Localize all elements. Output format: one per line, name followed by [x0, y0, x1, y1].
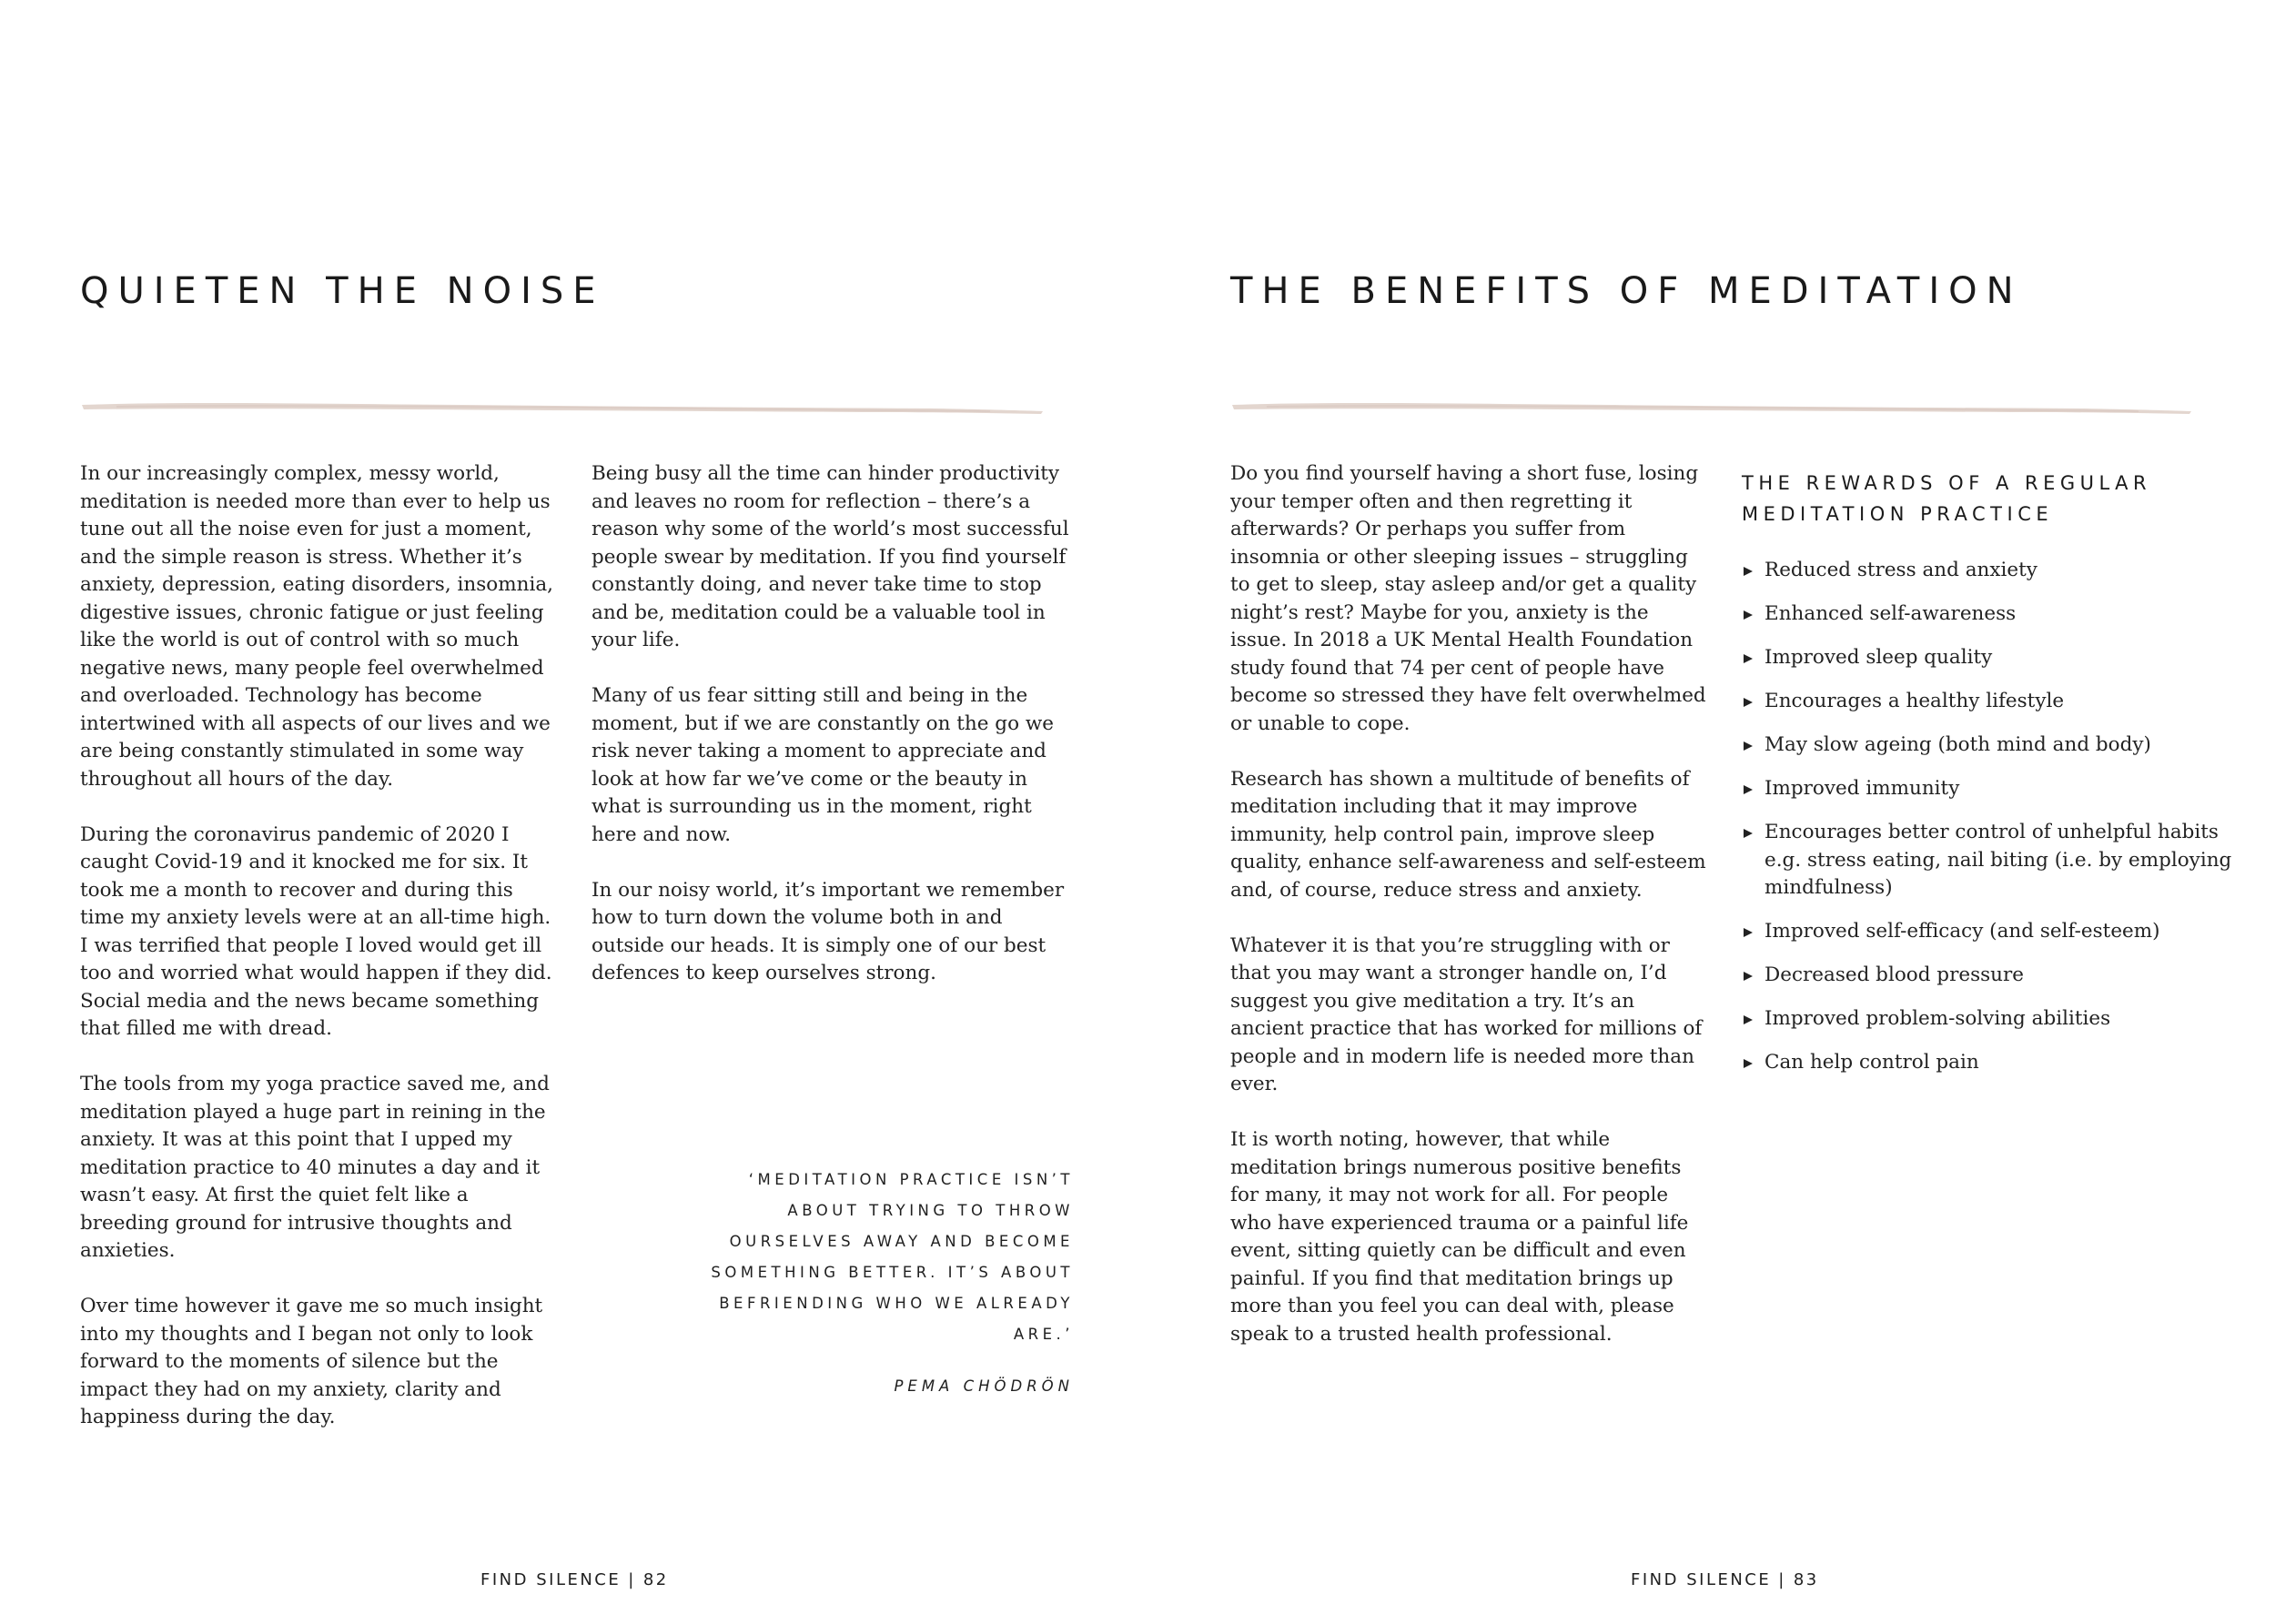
sidebar-heading: THE REWARDS OF A REGULAR MEDITATION PRACTICE: [1742, 472, 2152, 525]
paragraph: Research has shown a multitude of benefits of meditation including that it may improve immunity, help control pain, improve sleep quality, enhance self-awareness and self-esteem and, of course, reduce stress and anxiety.: [1230, 767, 1706, 902]
paragraph: Do you find yourself having a short fuse, losing your temper often and then regretting it afterwards? Or perhaps you suffer from insomnia or other sleeping issues – struggling to get to sleep, stay asleep and/or get a quality night’s rest? Maybe for you, anxiety is the issue. In 2018 a UK Mental Health Foundation study found that 74 per cent of people have become so stressed they have felt overwhelmed or unable to cope.: [1230, 462, 1706, 735]
book-title: FIND SILENCE: [480, 1570, 622, 1589]
list-item: Encourages a healthy lifestyle: [1742, 688, 2248, 716]
list-item: Encourages better control of unhelpful habits e.g. stress eating, nail biting (i.e. by employing mindfulness): [1742, 819, 2248, 903]
pull-quote: ‘MEDITATION PRACTICE ISN’T ABOUT TRYING TO THROW OURSELVES AWAY AND BECOME SOMETHING BETTER. IT’S ABOUT BEFRIENDING WHO WE ALREADY ARE.’: [711, 1171, 1074, 1343]
body-column-1: [80, 460, 553, 1459]
list-item: Can help control pain: [1742, 1049, 2248, 1077]
page-number: 82: [642, 1570, 669, 1589]
paragraph: It is worth noting, however, that while meditation brings numerous positive benefits for many, it may not work for all. For people who have experienced trauma or a painful life event, sitting quietly can be difficult and even painful. If you find that meditation brings up more than you feel you can deal with, please speak to a trusted health professional.: [1230, 1128, 1689, 1346]
list-item: Improved self-efficacy (and self-esteem): [1742, 918, 2248, 946]
paragraph: In our increasingly complex, messy world, meditation is needed more than ever to help us tune out all the noise even for just a moment, and the simple reason is stress. Whether it’s anxiety, depression, eating disorders, insomnia, digestive issues, chronic fatigue or just feeling like the world is out of control with so much negative news, many people feel overwhelmed and overloaded. Technology has become intertwined with all aspects of our lives and we are being constantly stimulated in some way throughout all hours of the day.: [80, 462, 553, 791]
brush-stroke-divider: [1230, 397, 2193, 417]
paragraph: During the coronavirus pandemic of 2020 I caught Covid-19 and it knocked me for six. It took me a month to recover and during this time my anxiety levels were at an all-time high. I was terrified that people I loved would get ill too and worried what would happen if they did. Social media and the news became something that filled me with dread.: [80, 822, 552, 1040]
body-column-2: [592, 460, 1074, 1015]
paragraph: In our noisy world, it’s important we remember how to turn down the volume both in and outside our heads. It is simply one of our best defences to keep ourselves strong.: [592, 878, 1065, 984]
paragraph: The tools from my yoga practice saved me, and meditation played a huge part in reining in the anxiety. It was at this point that I upped my meditation practice to 40 minutes a day and it wasn’t easy. At first the quiet felt like a breeding ground for intrusive thoughts and anxieties.: [80, 1073, 550, 1262]
page-title: THE BENEFITS OF MEDITATION: [1230, 270, 2023, 312]
list-item: Decreased blood pressure: [1742, 962, 2248, 990]
paragraph: Whatever it is that you’re struggling with or that you may want a stronger handle on, I’d suggest you give meditation a try. It’s an ancient practice that has worked for millions of people and in modern life is needed more than ever.: [1230, 933, 1703, 1095]
page-number: 83: [1793, 1570, 1819, 1589]
page-footer: [480, 1570, 669, 1589]
list-item: Enhanced self-awareness: [1742, 600, 2248, 629]
benefits-list: [1742, 557, 2248, 1093]
list-item: Improved immunity: [1742, 775, 2248, 803]
brush-stroke-divider: [80, 397, 1045, 417]
list-item: May slow ageing (both mind and body): [1742, 731, 2248, 760]
paragraph: Being busy all the time can hinder productivity and leaves no room for reflection – there’s a reason why some of the world’s most successful people swear by meditation. If you find yourself constantly doing, and never take time to stop and be, meditation could be a valuable tool in your life.: [592, 462, 1069, 651]
book-title: FIND SILENCE: [1631, 1570, 1772, 1589]
body-column-1: [1230, 460, 1711, 1377]
quote-attribution: PEMA CHÖDRÖN: [894, 1377, 1074, 1395]
list-item: Reduced stress and anxiety: [1742, 557, 2248, 585]
list-item: Improved problem-solving abilities: [1742, 1005, 2248, 1034]
page-title: QUIETEN THE NOISE: [80, 270, 605, 312]
paragraph: Over time however it gave me so much insight into my thoughts and I began not only to look forward to the moments of silence but the impact they had on my anxiety, clarity and happiness during the day.: [80, 1295, 543, 1428]
divider: |: [1778, 1570, 1786, 1589]
right-page: [1138, 0, 2275, 1624]
list-item: Improved sleep quality: [1742, 644, 2248, 672]
divider: |: [628, 1570, 636, 1589]
paragraph: Many of us fear sitting still and being in the moment, but if we are constantly on the go we risk never taking a moment to appreciate and look at how far we’ve come or the beauty in what is surrounding us in the moment, right here and now.: [592, 684, 1054, 846]
page-footer: [1631, 1570, 1819, 1589]
